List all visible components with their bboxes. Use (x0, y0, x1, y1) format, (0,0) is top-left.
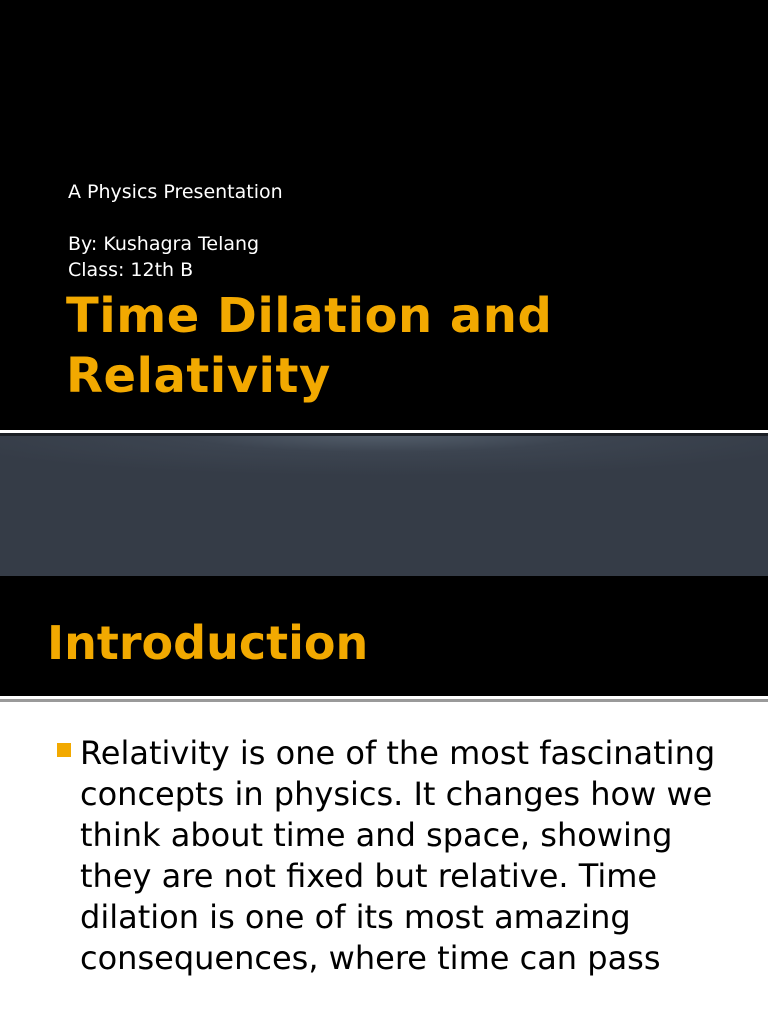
presentation-title (66, 286, 552, 406)
slide-title-introduction: Introduction (47, 616, 369, 670)
slide-gap-band (0, 433, 768, 576)
author-line: By: Kushagra Telang (68, 233, 260, 255)
class-line: Class: 12th B (68, 259, 194, 281)
bullet-item: Relativity is one of the most fascinating concepts in physics. It changes how we think about time and space, showing they are not fixed but relative. Time dilation is one of its most amazing consequences, where time can pass (80, 734, 716, 977)
presentation-subtitle: A Physics Presentation (68, 181, 283, 203)
bullet-square-icon (57, 743, 71, 757)
subtitle-block (68, 179, 283, 283)
title-slide (0, 0, 768, 430)
title-line-2: Relativity (66, 348, 331, 404)
title-line-1: Time Dilation and (66, 288, 553, 344)
